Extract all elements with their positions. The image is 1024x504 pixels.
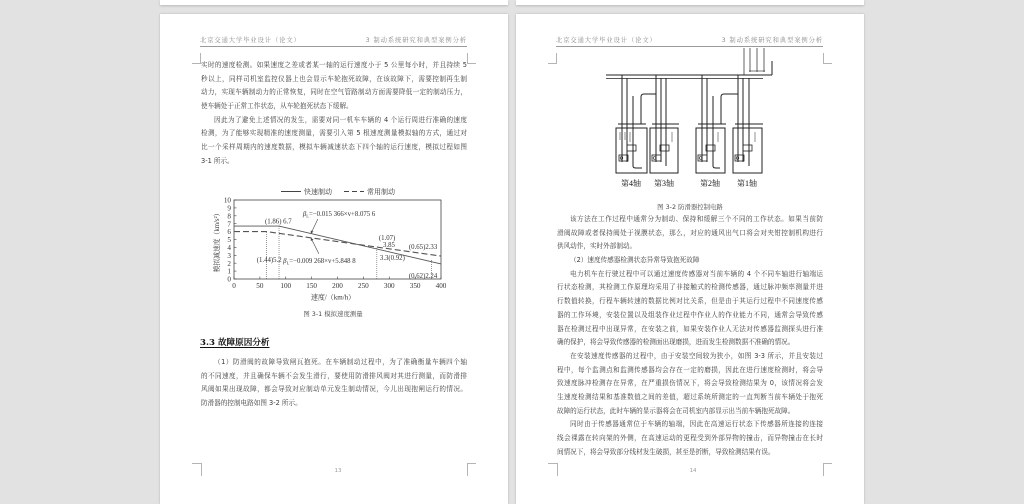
x-axis-label: 速度/（km/h） <box>310 293 356 302</box>
text-line: 间情况下，将会导致部分线材发生破损，甚至是折断，导致检测结果有误。 <box>557 447 775 456</box>
power-bus <box>606 48 772 79</box>
text-line: 电力机车在行驶过程中可以通过速度传感器对当前车辆的 4 个不同车轴进行轴端运 <box>570 269 823 278</box>
axle-1-unit <box>733 75 763 173</box>
corner-mark-top-left <box>192 53 201 64</box>
text-line: 生速度检测结果和基准数值之间的差值，超过系统所测定的一直判断当前车辆处于抱死 <box>557 392 823 401</box>
data-annotation: 3.85 <box>383 242 395 250</box>
x-tick-label: 400 <box>435 282 447 290</box>
y-tick-label: 7 <box>227 220 231 229</box>
paragraph-continued <box>201 59 467 169</box>
text-line: 实时的速度检测。如果速度之差或者某一轴的运行速度小于 5 公里每小时，并且持续 5 <box>201 61 467 69</box>
axle-3-unit <box>650 75 679 173</box>
page-14-body <box>557 213 823 459</box>
text-line: 因此为了避免上述情况的发生，需要对同一机车车辆的 4 个运行周进行准确的速度 <box>214 115 467 124</box>
subsection-title-2: （2）速度传感器检测状态异常导致抱死故障 <box>570 256 700 265</box>
text-line: 行数值转换，行程车辆转速的数据比例对比关系，但是由于其运行过程中不同速度传感 <box>557 297 823 306</box>
axle-label-3: 第3轴 <box>654 179 674 188</box>
running-header-left: 北京交通大学毕业设计（论文） <box>556 37 657 44</box>
text-line: 风阀如果出现故障，都会导致对应制动单元发生制动情况，今儿出现抱闸运行的情况。 <box>201 385 467 394</box>
text-line: 防滑器的控制电路如图 3-2 所示。 <box>201 399 302 408</box>
paragraph-anti-skid-valve <box>201 356 467 411</box>
legend-label: 常用制动 <box>367 188 395 196</box>
text-line: 故障的运行状态，此时车辆的显示器将会在司机室内部显示出当前车辆抱死故障。 <box>557 406 795 415</box>
section-heading-3-3: 3.3 故障原因分析 <box>200 338 270 348</box>
text-line: 比一个采样周期内的速度数据，模拟车辆减速状态下四个轴的运行速度，模拟过程如图 <box>201 143 467 152</box>
running-header-left: 北京交通大学毕业设计（论文） <box>200 37 301 44</box>
text-line: 程中，每个监测点和监测传感器均会存在一定的磨损，因此在进行速度检测时，将会导 <box>557 365 823 374</box>
anti-skid-control-circuit-diagram <box>586 40 806 200</box>
x-tick-label: 100 <box>280 282 292 290</box>
x-tick-label: 0 <box>232 282 236 290</box>
text-line: 线会裸露在转向架的外侧，在高速运动的更程受到外部异物的撞击，而异物撞击在长时 <box>557 434 823 442</box>
x-tick-label: 350 <box>409 282 421 290</box>
text-line: 确的保护，将会导致传感器的检测面出现磨损，进而发生检测数据不准确的情况。 <box>557 338 795 347</box>
legend-label: 快速制动 <box>304 188 332 196</box>
page-number: 14 <box>689 468 697 474</box>
figure-caption-3-1: 图 3-1 模拟速度测量 <box>303 310 363 318</box>
running-header-right: 3 制动系统研究和典型案例分析 <box>721 37 823 44</box>
figure-caption-3-2: 图 3-2 防滑器控制电路 <box>657 203 723 211</box>
regression-equation: $\beta_L=-0.009$ 268×v+5.848 8 <box>283 258 356 266</box>
axle-label-4: 第4轴 <box>621 179 641 188</box>
x-tick-label: 200 <box>332 282 343 290</box>
text-line: 使车辆处于正常工作状态，从车轮抱死状态下缓解。 <box>201 102 353 111</box>
axle-label-2: 第2轴 <box>700 179 720 188</box>
text-line: 该方法在工作过程中通常分为制动、保持和缓解三个不同的工作状态。如果当前防 <box>570 215 823 223</box>
data-annotation: (1.07) <box>378 234 396 242</box>
text-line: 同时由于传感器通常位于车辆的轴端，因此在高速运行状态下传感器所连接的连接 <box>570 420 823 429</box>
x-tick-label: 300 <box>383 282 395 290</box>
y-tick-label: 9 <box>227 204 231 213</box>
text-line: （1）防滑阀的故障导致闸瓦抱死。在车辆制动过程中，为了准确衡量车辆四个轴 <box>214 358 467 366</box>
corner-mark-bottom-left <box>548 463 558 476</box>
text-line: 检测，为了能够实现精准的速度测量，需要引入第 5 根速度测量模拟轴的方式，通过对 <box>201 129 467 138</box>
text-line: 致速度脉冲检测存在异常，在严重损伤情况下，将会导致检测结果为 0，该情况将会发 <box>557 379 823 388</box>
y-tick-label: 0 <box>227 275 231 284</box>
equation-arrow <box>311 238 319 253</box>
data-annotation: (1.44)5.2 <box>256 257 282 265</box>
x-tick-label: 250 <box>357 282 369 290</box>
y-tick-label: 4 <box>227 244 231 252</box>
y-tick-label: 3 <box>227 251 231 260</box>
previous-page-left-edge <box>160 0 508 5</box>
y-axis-label: 模拟减速度（km/s²） <box>214 209 221 273</box>
text-line: 的不同速度，并且确保车辆不会发生滑行，要使用防滑排风阀对其进行测量，而防滑排 <box>201 371 467 380</box>
page-number: 13 <box>334 468 342 474</box>
text-line: 3-1 所示。 <box>201 156 234 165</box>
corner-mark-bottom-left <box>192 463 202 476</box>
x-tick-label: 50 <box>256 282 264 290</box>
data-annotation: (1.86) 6.7 <box>265 218 292 226</box>
corner-mark-bottom-right <box>467 463 476 476</box>
axle-2-unit <box>696 75 738 173</box>
y-tick-label: 6 <box>227 228 231 237</box>
text-line: 供风动作，实时外部制动。 <box>557 242 637 251</box>
text-line: 滑阀故障或者保持阀处于视膜状态，那么，对应的通风出气口将会对夹钳控制机构进行 <box>557 228 823 237</box>
data-annotation: (0.62)2.24 <box>408 273 438 281</box>
y-tick-label: 2 <box>227 259 231 268</box>
text-line: 器的工作环境，安装位置以及组装作业过程中作业人的作业能力不同，通常会导致传感 <box>557 310 823 319</box>
x-tick-label: 150 <box>306 282 318 290</box>
axle-label-1: 第1轴 <box>737 179 757 188</box>
deceleration-chart <box>195 182 455 304</box>
data-annotation: (0.65)2.33 <box>408 243 438 251</box>
text-line: 秒以上，同样司机室监控仪器上也会显示车轮抱死故障，在该故障下，需要控制再生制 <box>201 74 467 83</box>
previous-page-right-edge <box>516 0 864 5</box>
corner-mark-top-left <box>548 53 557 64</box>
text-line: 在安装速度传感器的过程中，由于安装空间较为狭小，如图 3-3 所示，并且安装过 <box>570 351 823 360</box>
y-tick-label: 5 <box>227 236 231 245</box>
running-header-right: 3 制动系统研究和典型案例分析 <box>365 37 467 44</box>
text-line: 器在检测过程中出现异常，在安装之前，如果安装作业人无法对传感器监测探头进行准 <box>557 324 823 333</box>
text-line: 行状态检测，其检测工作原理均采用了非接触式的检测传感器，通过脉冲频率测量并进 <box>557 283 823 292</box>
corner-mark-bottom-right <box>823 463 832 476</box>
equation-arrow <box>311 219 318 233</box>
text-line: 动力，实现车辆制动力的正常恢复，同时在空气管路制动方面需要降低一定的制动压力， <box>201 88 467 97</box>
y-tick-label: 8 <box>227 212 231 221</box>
corner-mark-top-right <box>823 53 832 64</box>
page-14 <box>516 14 864 504</box>
y-tick-label: 1 <box>227 267 231 276</box>
y-tick-label: 10 <box>223 196 231 205</box>
data-annotation: 3.3(0.92) <box>379 255 405 263</box>
corner-mark-top-right <box>467 53 476 64</box>
regression-equation: $\beta_L=-0.015$ 366×v+8.075 6 <box>302 210 376 219</box>
page-13 <box>160 14 508 504</box>
header-rule <box>200 46 467 47</box>
